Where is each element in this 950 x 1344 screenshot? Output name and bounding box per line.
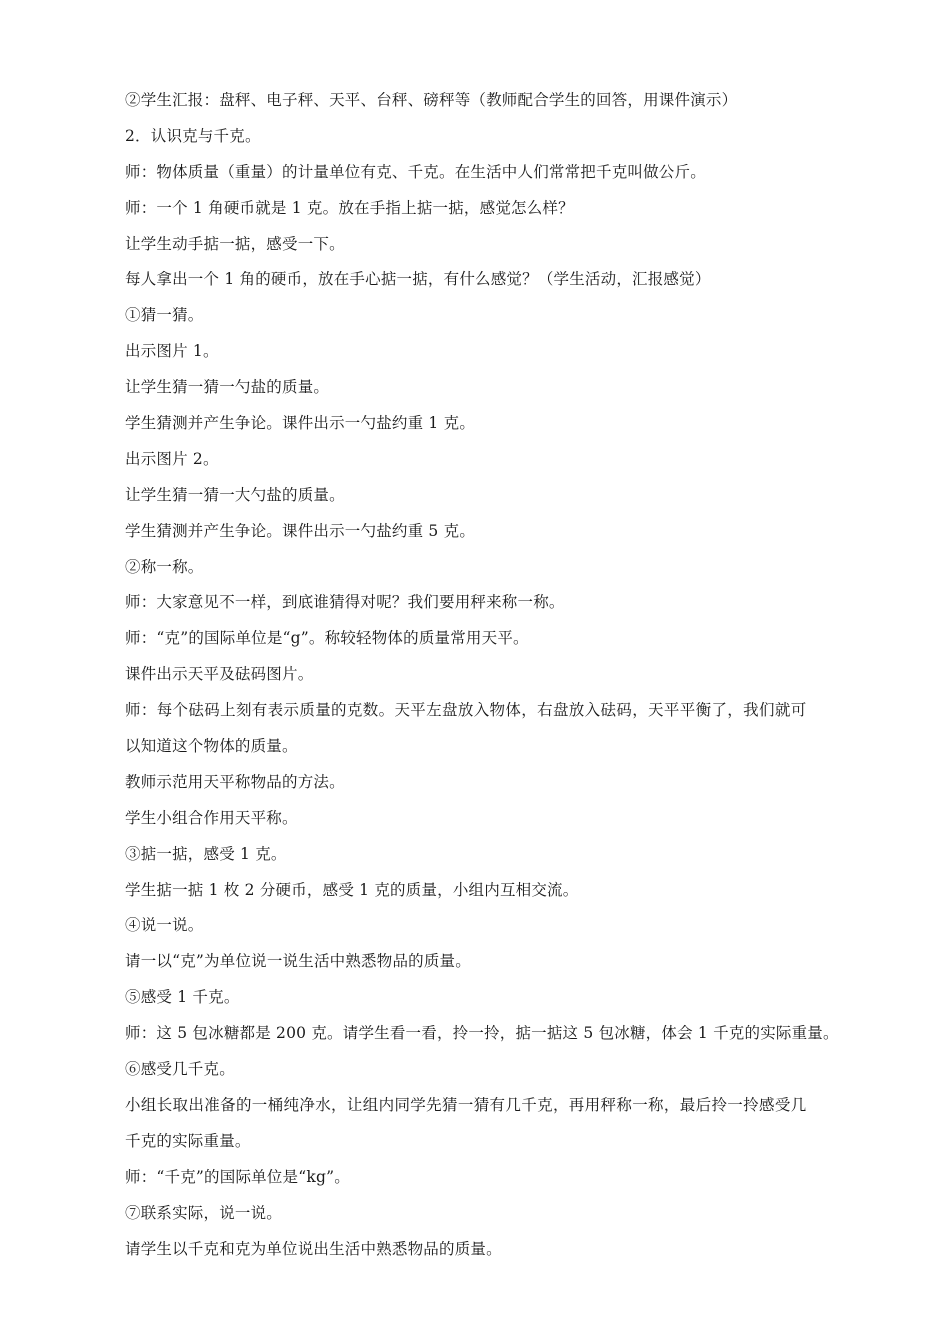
paragraph: 让学生猜一猜一大勺盐的质量。 <box>125 485 345 504</box>
paragraph: 每人拿出一个 1 角的硬币，放在手心掂一掂，有什么感觉？（学生活动，汇报感觉） <box>125 270 711 289</box>
step-heading: ④说一说。 <box>125 916 204 935</box>
paragraph: 请学生以千克和克为单位说出生活中熟悉物品的质量。 <box>125 1239 502 1258</box>
paragraph: 师：每个砝码上刻有表示质量的克数。天平左盘放入物体，右盘放入砝码，天平平衡了，我们就可 <box>125 701 807 720</box>
paragraph: 学生猜测并产生争论。课件出示一勺盐约重 1 克。 <box>125 414 476 433</box>
paragraph-continuation: 千克的实际重量。 <box>125 1131 251 1150</box>
paragraph: 师：“克”的国际单位是“g”。称较轻物体的质量常用天平。 <box>125 629 529 648</box>
paragraph: 师：大家意见不一样，到底谁猜得对呢？我们要用秤来称一称。 <box>125 593 565 612</box>
paragraph: 让学生猜一猜一勺盐的质量。 <box>125 378 330 397</box>
paragraph: 学生猜测并产生争论。课件出示一勺盐约重 5 克。 <box>125 521 476 540</box>
step-heading: ③掂一掂，感受 1 克。 <box>125 844 287 863</box>
step-heading: ⑤感受 1 千克。 <box>125 988 240 1007</box>
step-heading: ①猜一猜。 <box>125 306 204 325</box>
step-heading: ⑥感受几千克。 <box>125 1060 235 1079</box>
paragraph: 师：这 5 包冰糖都是 200 克。请学生看一看，拎一拎，掂一掂这 5 包冰糖，体会 1 千克的实际重量。 <box>125 1024 839 1043</box>
paragraph: 小组长取出准备的一桶纯净水，让组内同学先猜一猜有几千克，再用秤称一称，最后拎一拎感受几 <box>125 1095 807 1114</box>
step-heading: ⑦联系实际，说一说。 <box>125 1203 283 1222</box>
paragraph: 出示图片 2。 <box>125 449 219 468</box>
paragraph: 让学生动手掂一掂，感受一下。 <box>125 234 345 253</box>
paragraph: 师：一个 1 角硬币就是 1 克。放在手指上掂一掂，感觉怎么样？ <box>125 198 574 217</box>
paragraph: 课件出示天平及砝码图片。 <box>125 665 314 684</box>
paragraph: 请一以“克”为单位说一说生活中熟悉物品的质量。 <box>125 952 471 971</box>
paragraph: 师：物体质量（重量）的计量单位有克、千克。在生活中人们常常把千克叫做公斤。 <box>125 162 706 181</box>
paragraph: 学生小组合作用天平称。 <box>125 808 298 827</box>
paragraph: ②学生汇报：盘秤、电子秤、天平、台秤、磅秤等（教师配合学生的回答，用课件演示） <box>125 91 738 109</box>
step-heading: ②称一称。 <box>125 557 204 576</box>
paragraph: 出示图片 1。 <box>125 342 219 361</box>
paragraph: 教师示范用天平称物品的方法。 <box>125 772 345 791</box>
paragraph: 师：“千克”的国际单位是“kg”。 <box>125 1167 350 1186</box>
paragraph-continuation: 以知道这个物体的质量。 <box>125 737 298 756</box>
paragraph: 学生掂一掂 1 枚 2 分硬币，感受 1 克的质量，小组内互相交流。 <box>125 880 579 899</box>
section-heading: 2．认识克与千克。 <box>125 126 261 145</box>
document-body <box>125 90 863 1274</box>
